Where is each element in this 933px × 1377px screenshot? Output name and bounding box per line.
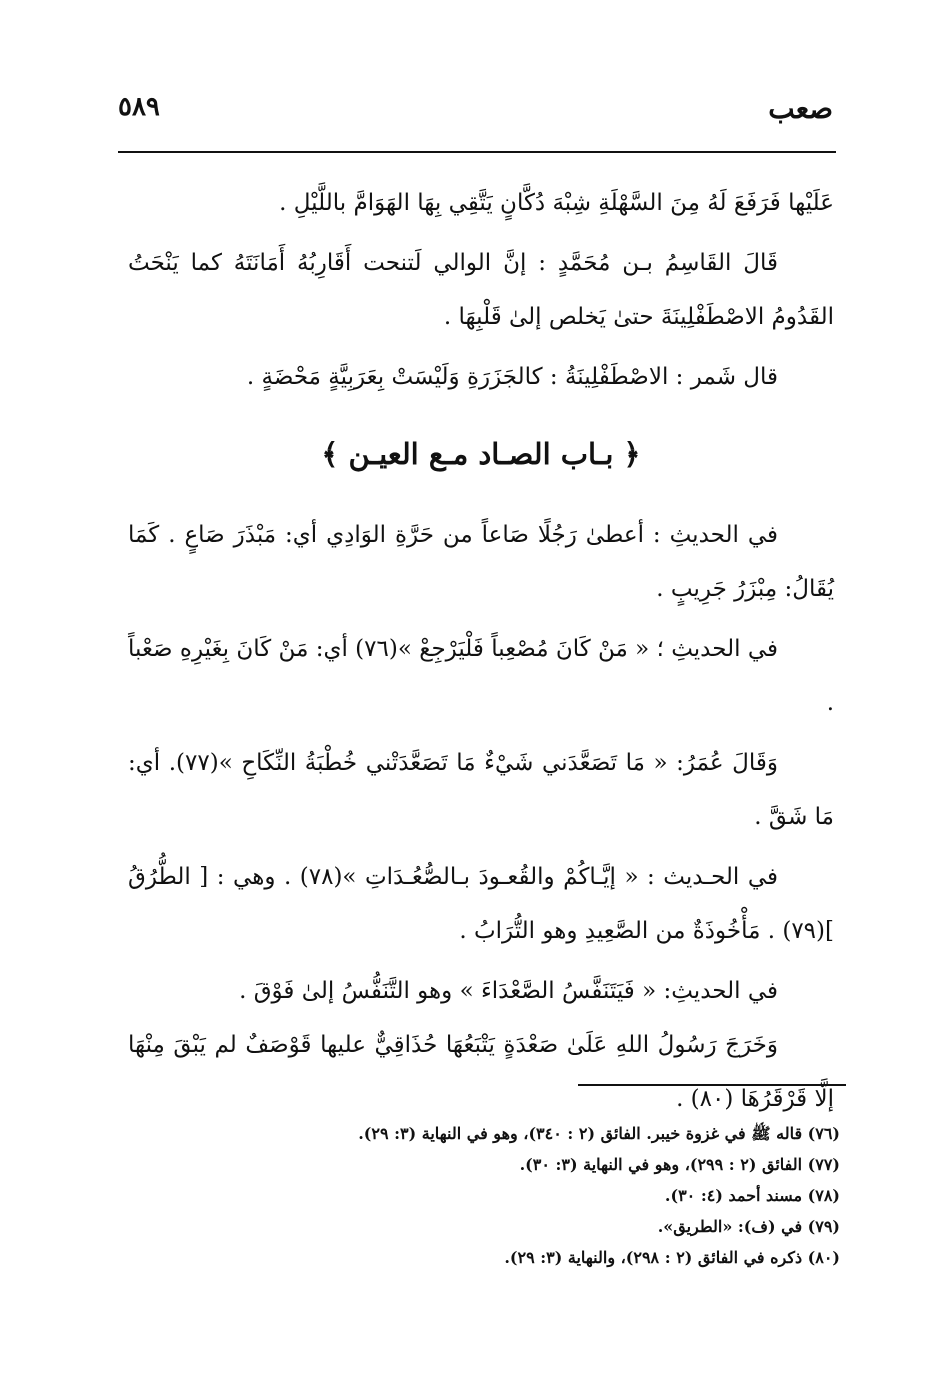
footnote-77: (٧٧) الفائق (٢ : ٢٩٩)، وهو في النهاية (٣: ٣٠). <box>519 1155 840 1174</box>
paragraph-2: قَالَ القَاسِمُ بـن مُحَمَّدٍ : إنَّ الوالي لَتنحت أَقَارِبُهُ أَمَانَتَهُ كما يَنْحَتُ القَدُومُ الاصْطَفْلِينَةَ حتىٰ يَخلص إلىٰ قَلْبِهَا . <box>128 250 834 330</box>
footnotes <box>200 1118 840 1273</box>
header-rule <box>118 151 836 153</box>
footnote-78: (٧٨) مسند أحمد (٤: ٣٠). <box>664 1186 840 1205</box>
page-header <box>118 92 833 132</box>
paragraph-3: قال شَمر : الاصْطَفْلِينَةُ : كالجَزَرَةِ وَلَيْسَتْ بِعَرَبِيَّةٍ مَحْضَةٍ . <box>246 364 778 390</box>
footnote-76: (٧٦) قاله ﷺ في غزوة خيبر. الفائق (٢ : ٣٤٠)، وهو في النهاية (٣: ٢٩). <box>358 1124 840 1143</box>
paragraph-9: وَخَرَجَ رَسُولُ اللهِ عَلَىٰ صَعْدَةٍ يَتْبَعُهَا حُذَاقِيٌّ عليها قَوْصَفٌ لم يَبْقَ مِنْهَا إلَّا قَرْقَرُهَا (٨٠) . <box>128 1032 834 1112</box>
footnote-79: (٧٩) في (ف): «الطريق». <box>657 1217 840 1236</box>
paragraph-1: عَلَيْها فَرَفَعَ لَهُ مِنَ السَّهْلَةِ شِبْهَ دُكَّانٍ يَتَّقِي بِهَا الهَوَامَّ باللَّيْلِ . <box>279 190 834 216</box>
footnote-rule <box>578 1084 846 1086</box>
paragraph-5: في الحديثِ ؛ « مَنْ كَانَ مُصْعِباً فَلْيَرْجِعْ »(٧٦) أي: مَنْ كَانَ بِغَيْرِهِ صَعْباً . <box>128 636 834 716</box>
paragraph-7: في الحـديث : « إيَّـاكُمْ والقُعـودَ بـالصُّعُـدَاتِ »(٧٨) . وهي : [ الطُّرُقُ ](٧٩) . مَأْخُوذَةٌ من الصَّعِيدِ وهو التُّرَابُ . <box>128 864 834 944</box>
main-text <box>128 176 834 1126</box>
running-head: صعب <box>768 92 833 125</box>
paragraph-6: وَقَالَ عُمَرُ: « مَا تَصَعَّدَني شَيْءٌ مَا تَصَعَّدَتْني خُطْبَةُ النِّكَاحِ »(٧٧). أي: مَا شَقَّ . <box>128 750 834 830</box>
paragraph-8: في الحديثِ: « فَيَتَنَفَّسُ الصَّعْدَاءَ » وهو التَّنَفُّسُ إلىٰ فَوْقَ . <box>239 978 778 1004</box>
paragraph-4: في الحديثِ : أعطىٰ رَجُلًا صَاعاً من حَرَّةِ الوَادِي أي: مَبْذَرَ صَاعٍ . كَمَا يُقَالُ: مِبْزَرُ جَرِيبٍ . <box>128 522 834 602</box>
page-number: ٥٨٩ <box>118 92 160 122</box>
chapter-heading: ﴿ بـاب الصـاد مـع العيـن ﴾ <box>321 437 641 471</box>
footnote-80: (٨٠) ذكره في الفائق (٢ : ٢٩٨)، والنهاية (٣: ٢٩). <box>504 1248 840 1267</box>
